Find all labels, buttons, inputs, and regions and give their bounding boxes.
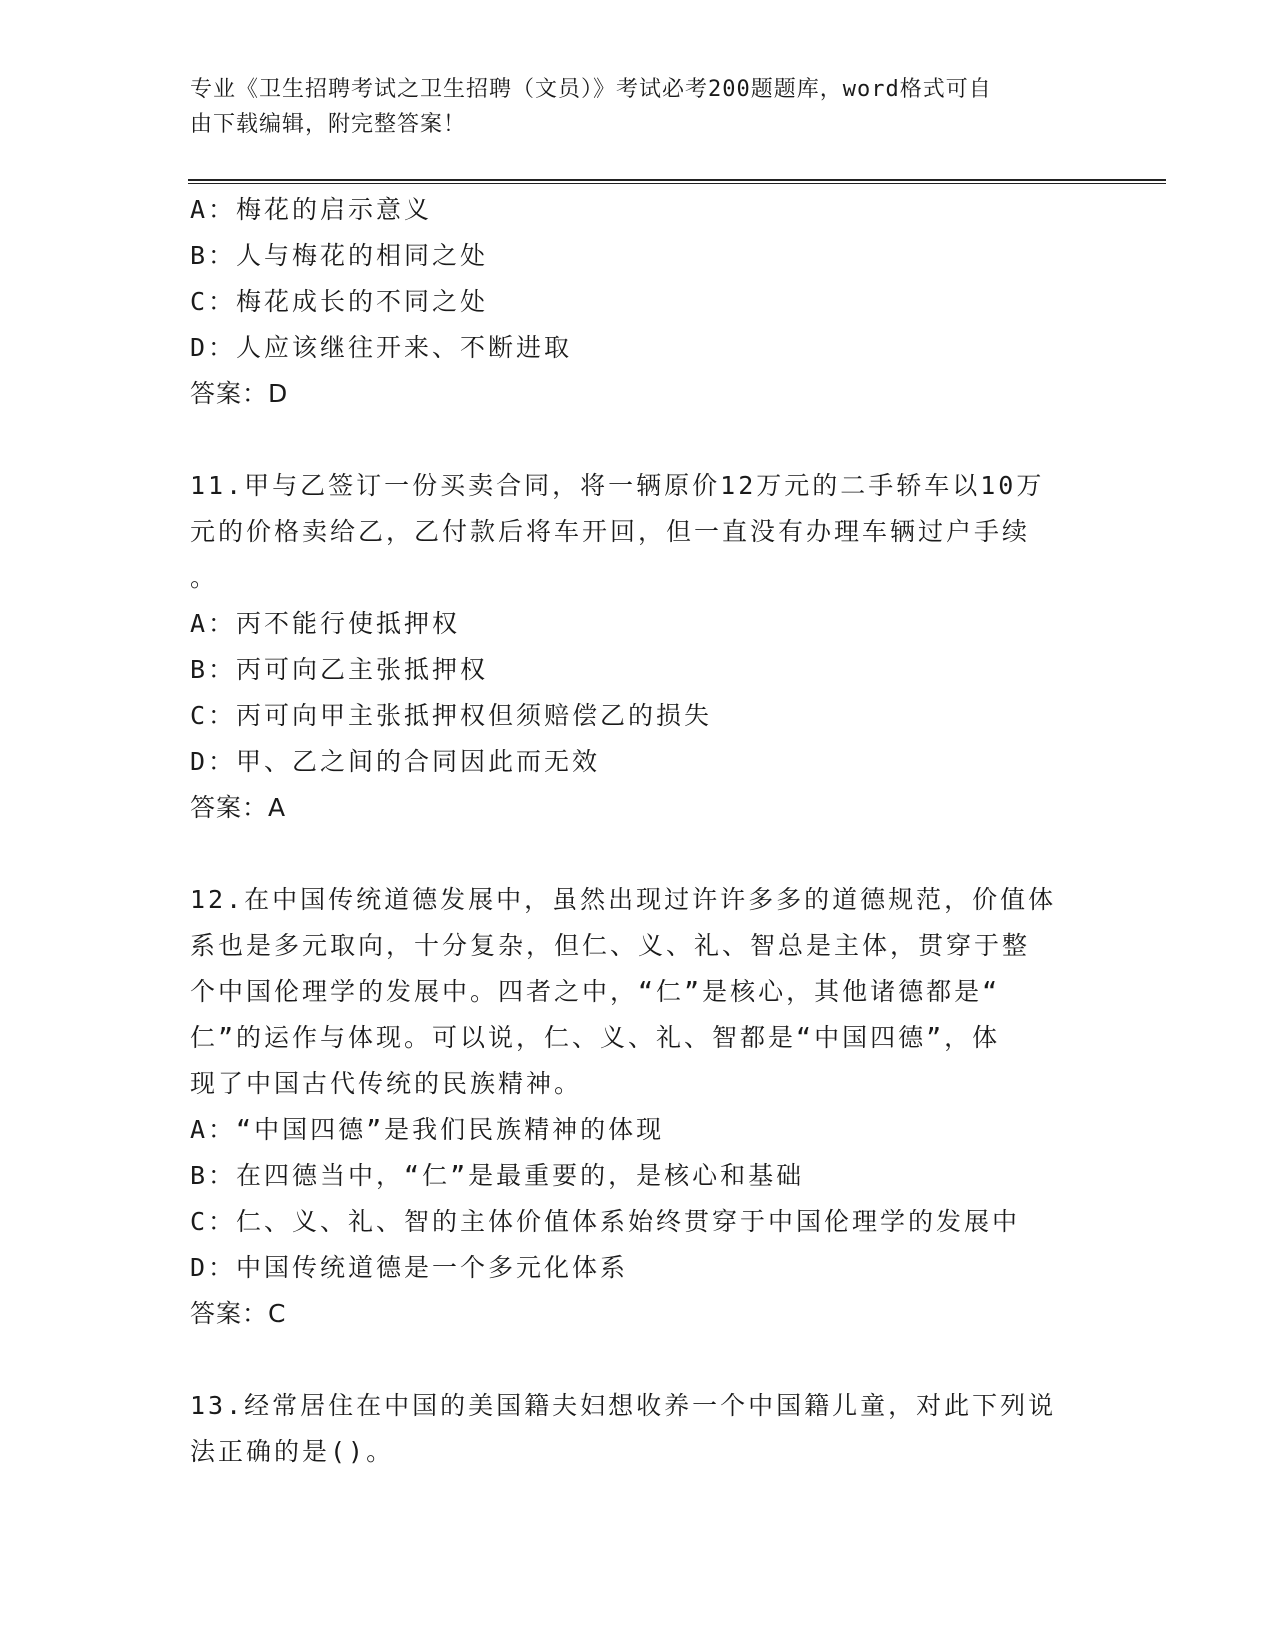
question-stem xyxy=(190,877,1090,1107)
question-stem xyxy=(190,1383,1090,1475)
question-stem xyxy=(190,463,1090,601)
header-line-2: 由下载编辑，附完整答案！ xyxy=(190,112,467,137)
stem-line: 现了中国古代传统的民族精神。 xyxy=(190,1069,583,1098)
stem-line: 系也是多元取向，十分复杂，但仁、义、礼、智总是主体，贯穿于整 xyxy=(190,931,1031,960)
option-a: A：梅花的启示意义 xyxy=(190,195,433,224)
stem-line: 13.经常居住在中国的美国籍夫妇想收养一个中国籍儿童，对此下列说 xyxy=(190,1391,1057,1420)
question-11 xyxy=(190,463,1090,831)
spacer xyxy=(190,831,1090,877)
stem-line: 元的价格卖给乙，乙付款后将车开回，但一直没有办理车辆过户手续 xyxy=(190,517,1031,546)
option-c: C：丙可向甲主张抵押权但须赔偿乙的损失 xyxy=(190,701,713,730)
stem-line: 。 xyxy=(190,563,219,592)
option-b: B：丙可向乙主张抵押权 xyxy=(190,655,489,684)
option-c: C：仁、义、礼、智的主体价值体系始终贯穿于中国伦理学的发展中 xyxy=(190,1207,1021,1236)
document-header xyxy=(190,72,1070,142)
question-10 xyxy=(190,187,1090,417)
option-d: D：人应该继往开来、不断进取 xyxy=(190,333,573,362)
answer: 答案：A xyxy=(190,793,287,822)
option-b: B：人与梅花的相同之处 xyxy=(190,241,489,270)
question-13 xyxy=(190,1383,1090,1475)
header-divider xyxy=(188,179,1166,184)
answer: 答案：C xyxy=(190,1299,287,1328)
option-c: C：梅花成长的不同之处 xyxy=(190,287,489,316)
option-a: A：丙不能行使抵押权 xyxy=(190,609,461,638)
stem-line: 11.甲与乙签订一份买卖合同，将一辆原价12万元的二手轿车以10万 xyxy=(190,471,1045,500)
question-content xyxy=(190,187,1090,1475)
question-12 xyxy=(190,877,1090,1337)
option-d: D：中国传统道德是一个多元化体系 xyxy=(190,1253,629,1282)
stem-line: 仁”的运作与体现。可以说，仁、义、礼、智都是“中国四德”，体 xyxy=(190,1023,1001,1052)
option-d: D：甲、乙之间的合同因此而无效 xyxy=(190,747,601,776)
stem-line: 12.在中国传统道德发展中，虽然出现过许许多多的道德规范，价值体 xyxy=(190,885,1057,914)
answer: 答案：D xyxy=(190,379,289,408)
spacer xyxy=(190,1337,1090,1383)
spacer xyxy=(190,417,1090,463)
stem-line: 法正确的是()。 xyxy=(190,1437,395,1466)
header-line-1: 专业《卫生招聘考试之卫生招聘（文员）》考试必考200题题库，word格式可自 xyxy=(190,77,992,102)
option-a: A：“中国四德”是我们民族精神的体现 xyxy=(190,1115,665,1144)
option-b: B：在四德当中，“仁”是最重要的，是核心和基础 xyxy=(190,1161,805,1190)
stem-line: 个中国伦理学的发展中。四者之中，“仁”是核心，其他诸德都是“ xyxy=(190,977,1001,1006)
